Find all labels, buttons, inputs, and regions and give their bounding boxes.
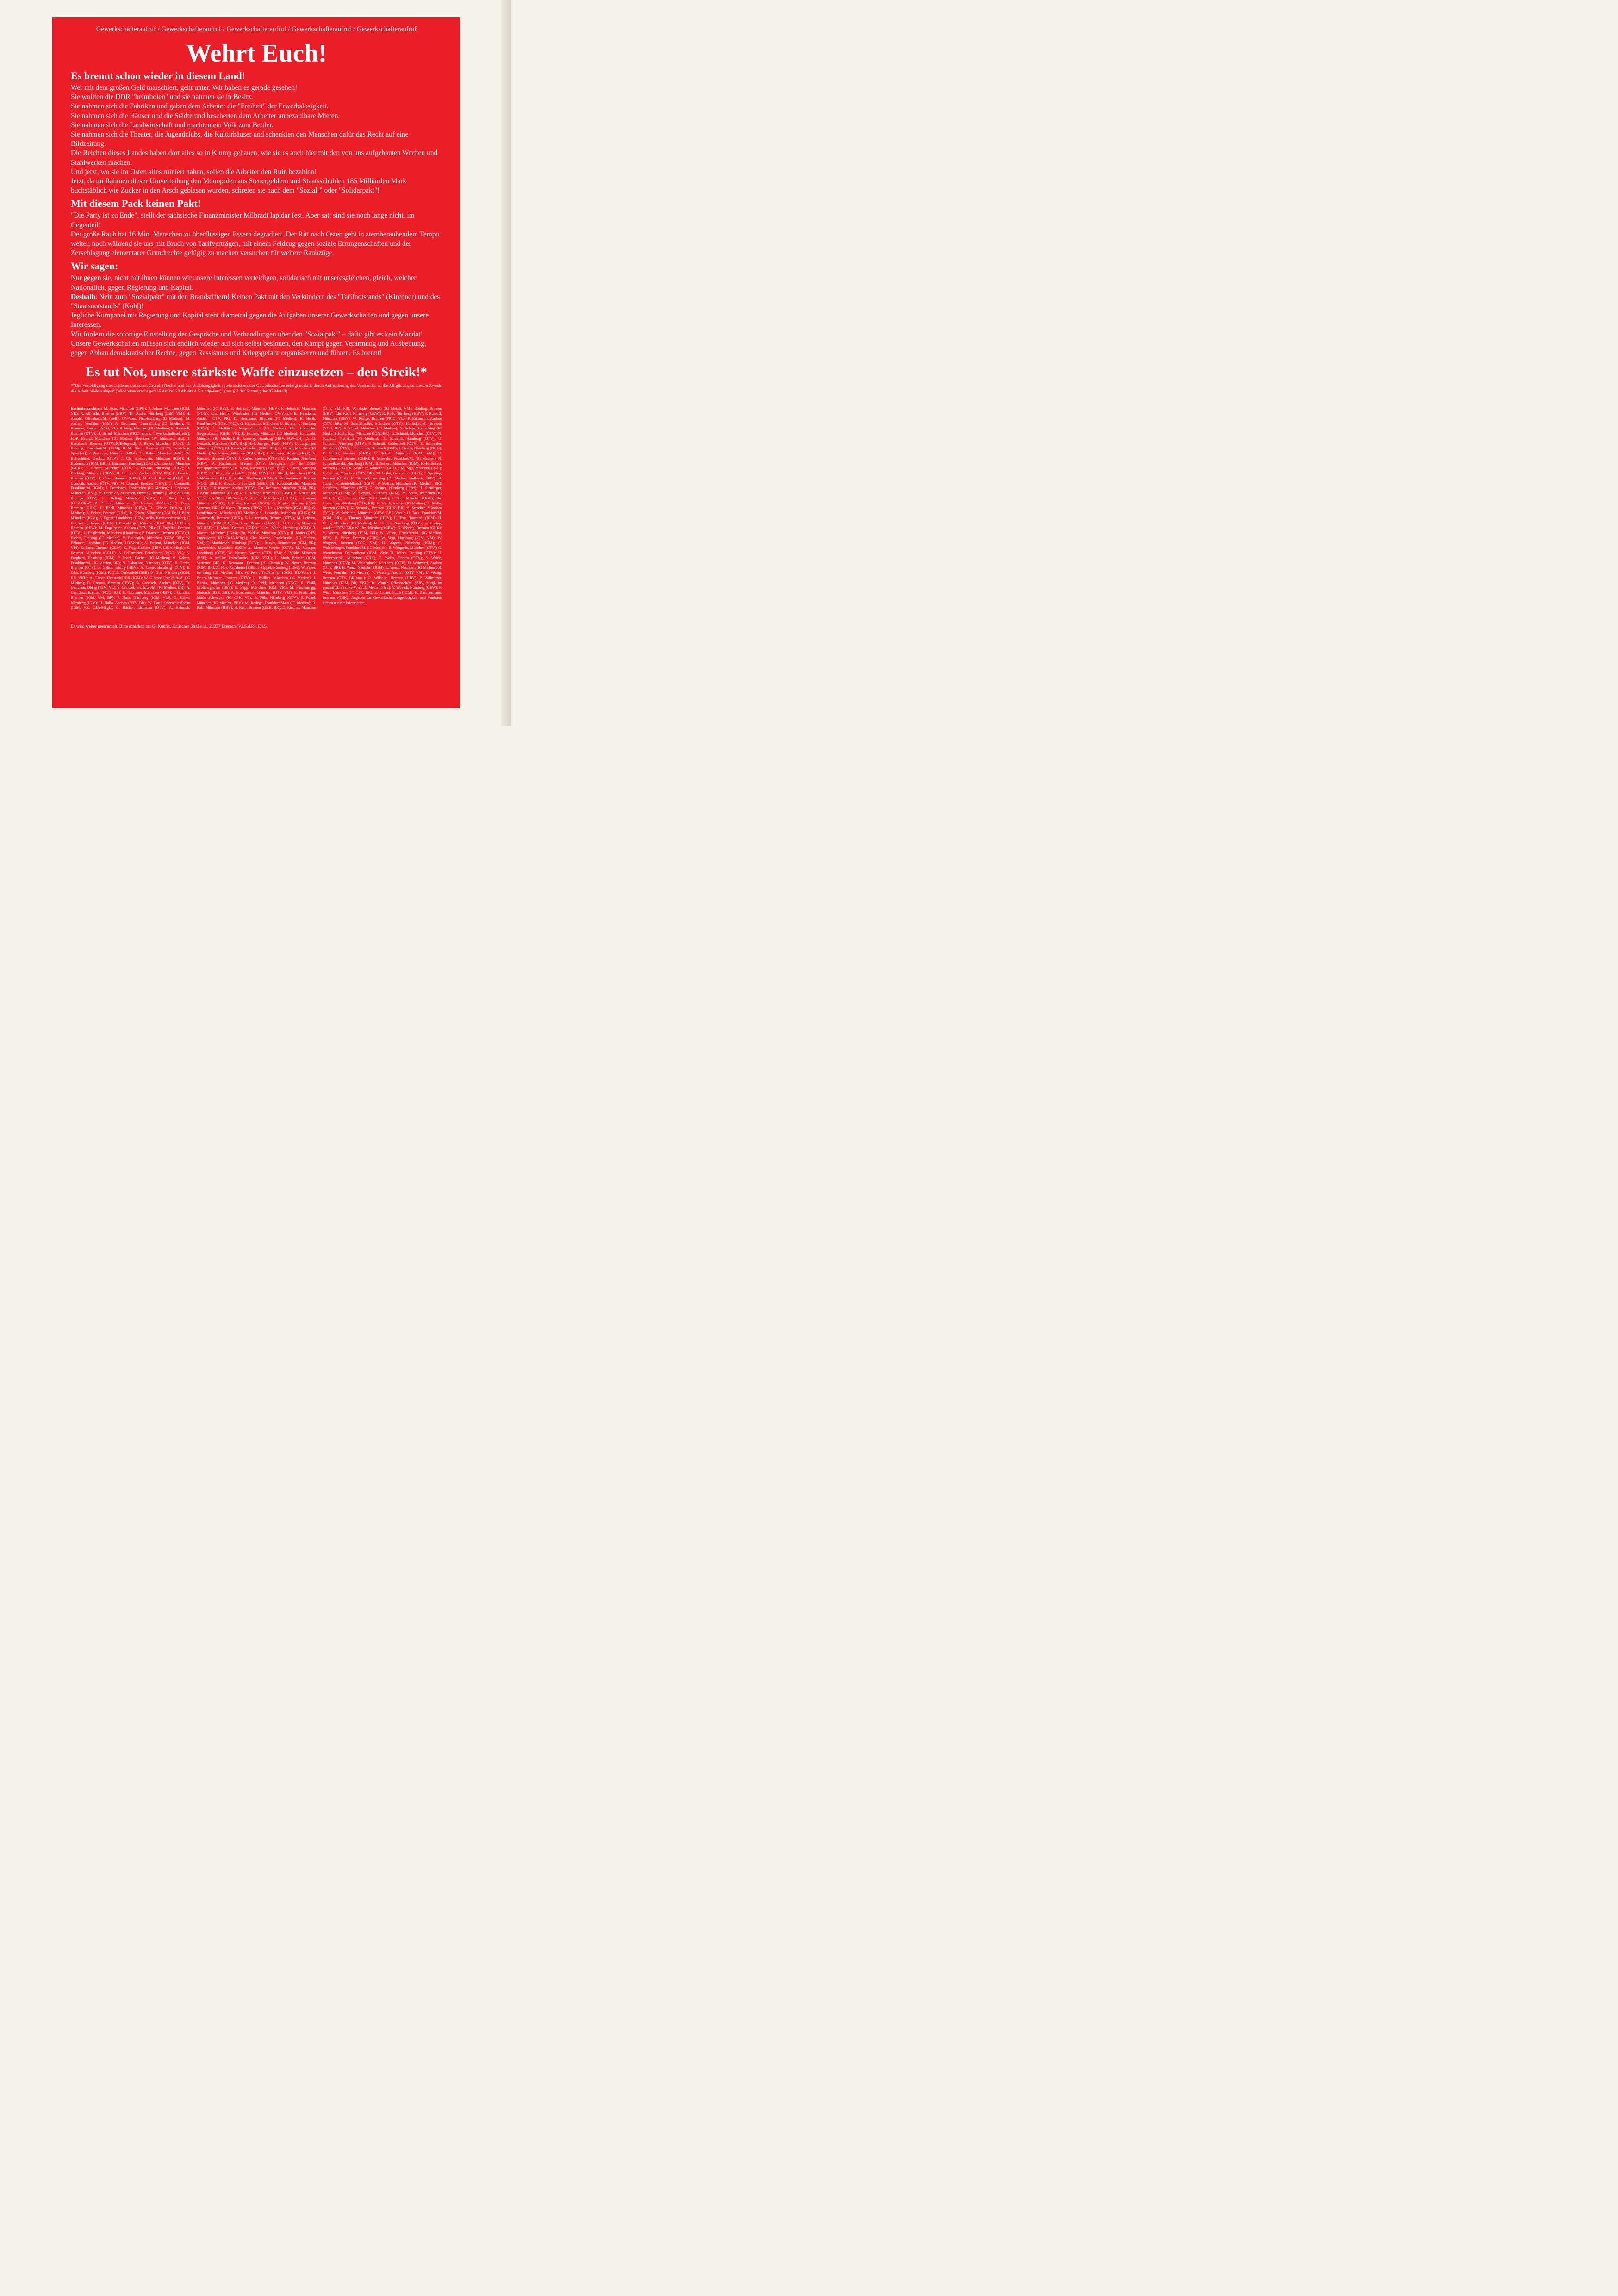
section1-line: Sie nahmen sich die Häuser und die Städte und bescherten dem Arbeiter unbezahlbare Mieten. xyxy=(71,112,340,120)
collect-note: Es wird weiter gesammelt. Bitte schicken an: G. Kupfer, Kalischer Straße 11, 28237 Bremen (V.i.S.d.P.), E.i.S. xyxy=(71,624,268,629)
signers-list xyxy=(71,406,442,621)
p2-text: : Nein zum "Sozialpakt" mit den Brandstiftern! Keinen Pakt mit den Verkündern des "Tarifnotstands" (Kirchner) und des "Staatsnotstands" (Kohl)! xyxy=(71,292,440,311)
scan-page-edge xyxy=(501,0,511,726)
section1-line: Und jetzt, wo sie im Osten alles ruiniert haben, sollen die Arbeiter den Ruin bezahlen! xyxy=(71,168,317,176)
section3-line xyxy=(71,274,442,292)
p1-text-a: Nur xyxy=(71,274,84,282)
section3-line xyxy=(71,292,442,311)
section1-line: Jetzt, da im Rahmen dieser Umverteilung den Monopolen aus Steuergeldern und Staatsschulden 185 Milliarden Mark buchstäblich wie Zucker in den Arsch geblasen wurden, schreien sie nach dem "Sozial-" oder "Solidarpakt"! xyxy=(71,177,407,195)
footnote: *"Die Verteidigung dieser (demokratischen Grund-) Rechte und der Unabhängigkeit sowie Existenz der Gewerkschaften erfolgt notfalls durch Aufforderung des Vorstandes an die Mitglieder, zu diesem Zweck die Arbeit niederzulegen (Widerstandsrecht gemäß Artikel 20 Absatz 4 Grundgesetz)" (aus § 2 der Satzung der IG Metall). xyxy=(71,383,442,394)
section3-body xyxy=(71,274,442,358)
section2-line: "Die Party ist zu Ende", stellt der sächsische Finanzminister Milbradt lapidar fest. Aber satt sind sie noch lange nicht, im Gegenteil! xyxy=(71,212,415,229)
section1-line: Sie nahmen sich die Theater, die Jugendclubs, die Kulturhäuser und schenkten den Menschen dafür das Recht auf eine Bildzeitung. xyxy=(71,131,409,148)
section1-body xyxy=(71,83,442,195)
section2-heading: Mit diesem Pack keinen Pakt! xyxy=(71,198,201,210)
section2-line: Der große Raub hat 16 Mio. Menschen zu überflüssigen Essern degradiert. Der Ritt nach Osten geht in atemberaubendem Tempo weiter, noch während sie uns mit Bruch von Tarifverträgen, mit einem Feldzug gegen soziale Errungenschaften und der Zerschlagung elementarer Grundrechte gefügig zu machen versuchen für weitere Raubzüge. xyxy=(71,230,440,257)
section1-line: Sie nahmen sich die Fabriken und gaben dem Arbeiter die "Freiheit" der Erwerbslosigkeit. xyxy=(71,102,329,111)
flyer xyxy=(52,17,460,708)
section3-line: Wir fordern die sofortige Einstellung der Gespräche und Verhandlungen über den "Sozialpakt" – dafür gibt es kein Mandat! xyxy=(71,330,423,338)
p1-bold: gegen xyxy=(83,274,101,282)
section1-line: Sie wollten die DDR "heimholen" und sie nahmen sie in Besitz. xyxy=(71,93,253,101)
signers-label: Erstunterzeichner: xyxy=(71,406,102,411)
section2-body xyxy=(71,211,442,258)
section1-line: Sie nahmen sich die Landwirtschaft und machten ein Volk zum Bettler. xyxy=(71,121,274,129)
p2-bold: Deshalb xyxy=(71,292,96,301)
header-line: Gewerkschafteraufruf / Gewerkschafteraufruf / Gewerkschafteraufruf / Gewerkschafteraufruf / Gewerkschafteraufruf xyxy=(96,25,417,33)
section1-heading: Es brennt schon wieder in diesem Land! xyxy=(71,70,245,81)
section3-line: Unsere Gewerkschaften müssen sich endlich wieder auf sich selbst besinnen, den Kampf gegen Verarmung und Ausbeutung, gegen Abbau demokratischer Rechte, gegen Rassismus und Kriegsgefahr organisieren und führen. Es brennt! xyxy=(71,339,426,357)
section3-heading: Wir sagen: xyxy=(71,260,118,272)
section1-line: Die Reichen dieses Landes haben dort alles so in Klump gehauen, wie sie es auch hier mit den von uns aufgebauten Werften und Stahlwerken machen. xyxy=(71,149,438,167)
section1-line: Wer mit dem großen Geld marschiert, geht unter. Wir haben es gerade gesehen! xyxy=(71,84,298,92)
signers-text: M. Acar, München (DPG); J. Adam, München (IGM, VK); R. Albrecht, Bremen (HBV); Th. Andre, Nürnberg (IGM, VM); H. Arnold, Offenbach/M. (stellv. OV-Vors. Neu-Isenburg IG Medien); M. Arslan, Neufahrn (IGM); A. Baumann, Unterföhring (IG Medien); G. Benecke, Bremen (NGG, VL); B. Berg, Hamburg (IG Medien); R. Bernardi, Bremen (ÖTV); H. Bernd, München (NGG, ehem. Gewerkschaftssekretär); H.-P. Berndl, München (IG Medien, Beisitzer OV München, dju); J. Bertzbach, Bremen (ÖTV/DGB-Jugend); J. Beyer, München (ÖTV); D. Binding, Frankfurt/M. (IGM); H.-M. Birth, Bremen (GEW, Betriebsgr. Sprecher); F. Bissinger, München (HBV); Th. Böhm, München (BSE); W. Bollenhöfer, Dachau (ÖTV); J. Chr. Boissevain, München (IGM); H. Bodensohn (IGM, BR); J. Brammer, Hamburg (DPG); A. Brucker, München (GHK); B. Brown, München (ÖTV); J. Brzank, Nürnberg (HBV); B. Bücking, München (HBV); H. Buntrock, Aachen (ÖTV, PR); E. Busche, Bremen (ÖTV); F. Cakir, Bremen (GEW); M. Carl, Bremen (ÖTV); H. Conouth, Aachen (ÖTV, PR); M. Conrad, Bremen (GEW); G. Costarelli, Frankfurt/M. (IGM); J. Crombach, Lohkirchen (IG Medien); I. Crukovic, München (BSE); M. Curkovic, München, Dehmel, Bremen (IGM); A. Dick, Bremen (ÖTV); E. Dieling, München (NGG); C. Diney, Poing (ÖTV/GEW); R. Dittmar, München (IG Medien, BR-Vors.); G. Duda, Bremen (GHK); U. Ebell, München (GEW); R. Echner, Freising (IG Medien); B. Eckert, Bremen (GHK); R. Eckert, München (GGLF); H. Eder, München (IGM); F. Egeter, Landsberg (GEW, stellv. Kreisvorsitzender); F. Eisermann, Bremen (HBV); I. Eixenberger, München (IGM, BR); U. Elfers, Bremen (GEW); M. Engelhardt, Aachen (ÖTV, PR); H. Engelke, Bremen (ÖTV); L. Englbrecht, München (Hausfrau); P. Erlanson, Bremen (ÖTV); J. Escher, Freising (IG Medien); V. Eschenich, München (GEW, BR); W. Eßbauer, Landshut (IG Medien, LB-Vorst.); A. Eugeni, München (IGM, VM); S. Faust, Bremen (GEW); S. Feig, Koßlam (HBV, LBJA-Mitgl.); S. Feistner, München (GGLF); A. Fellermeier, Baierbrunn (NGG, VL); A. Forghani, Hamburg (IGM); P. Friedl, Dachau (IG Medien); M. Gahrtz, Frankfurt/M. (IG Medien, BR); N. Galambos, Nürnberg (ÖTV); B. Garbe, Bremen (ÖTV); F. Gelius, Icking (HBV); A. Giese, Hamburg (ÖTV); E. Glas, Nürnberg (IGM); F. Glas, Türkenfeld (BSE); N. Glas, Nürnberg (IGM, BR, VKL); A. Glaser, Hettstedt/DDR (IGM); W. Glötzer, Frankfurt/M. (IG Medien); B. Gronau, Bremen (HBV); B. Greatsch, Aachen (ÖTV); R. Graichen, Obing (IGM, VL); S. Grandel, Frankfurt/M. (IG Medien, BR); A. Grendysz, Bremen (NGG, BR); R. Grünauer, München (HBV); I. Gündüz, Bremen (IGM, VM, BR); P. Haas, Nürnberg (IGM, VM); G. Hable, Nürnberg (IGM); H. Hallo, Aachen (ÖTV, BR); W. Hartl, Oberschleißheim (IGM, VK, OJA-Mitgl.); G. Häcker, Eichenau (ÖTV); A. Heinrich, München (IG BSE); E. Heinrich, München (HBV); F. Heinrich, München (NGG); Chr. Heinz, Wiesbaden (IG Medien, OV-Vors.); B. Henckens, Aachen (ÖTV, PR); D. Herrmann, Bremen (IG Medien); R. Herth, Frankfurt/M. (IGM, VKL); G. Himonidis, München; U. Hörmann, Nürnberg (GEW); A. Holländer, Siegertsbrunn (IG Medien); Chr. Hollander, Siegertsbrunn (GHK, VK); E. Homey, München (IG Medien); H. Jacobi, München (IG Medien); R. Jarowoy, Hamburg (HBV, FGV-GH); Dr. D. Jentzsch, München (HBV, BR); H.-J. Joergen, Fürth (HBV); G. Junginger, München (ÖTV); Kl. Kaiser, München (IGM, BR); G. Kaiser, München (IG Medien); Kr. Kaiser, München (HBV, BR); E. Kameter, Holding (BSE); A. Kanuric, Bremen (ÖTV); J. Karbe, Bremen (ÖTV); M. Kastner, Nürnberg (HBV); A. Kaufmann, Bremen (ÖTV, Delegierter für die DGB-Kreisjugendkonferenz); H. Kaya, Nürnberg (IGM, BR); G. Killer, Nürnberg (HBV); H. Klee, Frankfurt/M. (IGM, BRV); Th. Klingl, München (IGM, VM/Vertreter, BR); K. Kollet, Nürnberg (IGM); S. Korzeniowski, Bremen (NGG, BR); F. Kotink, Gröbenzell (BSE); Th. Kotsabuikidis, München (GHK); I. Kottsieper, Aachen (ÖTV); Chr. Krähmer, München (IGM, BR); I. Kraft, München (ÖTV); K.-H. Kröger, Bremen (GDBSE); E. Kruisinger, Schöllnach (BSE, BR-Vors.); A. Krumm, München (IG CPK); L. Krumm, München (NGG); J. Kunte, Bremen (NGG); G. Kupfer, Bremen (IGM-Vertreter, BR); D. Kyora, Bremen (DPG); C. Lais, München (IGM, BR); G. Lambrinakos, München (IG Medien); S. Lasandis, München (GHK); M. Lauterbach, Bremen (GHK); S. Lauterbach, Bremen (ÖTV); M. Lehsten, München (IGM, BR); Chr. Loos, Bremen (GEW); K. H. Lorenz, München (IG BSE); H. Maas, Bremen (GHK); H.-M. Mach, Hamburg (IGM); B. Macura, München (IGM); Chr. Markus, München (ÖTV); H. Maier (ÖTV, Jugendvertr. KJA-BeJA-Mitgl.); Chr. Marme, Frankfurt/M. (IG Medien, VM); O. Matthießen, Hamburg (ÖTV); L. Mayer, Heimstetten (IGM, BR); Mayerhofer, München (BSE); A. Memeo, Weyhe (ÖTV); M. Metzger, Landsberg (ÖTV); W. Meurer, Aachen (ÖTV, VM); S. Milde, München (BSE); A. Müller, Frankfurt/M. (IGM, VKL); U. Muth, Bremen (IGM, Vertreter, BR); K. Neumann, Bremen (IG Chemie); W. Neyer, Bremen (IGM, BR); A. Noe, Aschheim (BSE); J. Oppel, Nürnberg (IGM); W. Payer, Ismaning (IG Medien, BR); W. Peter, Taufkirchen (NGG, BR-Vors.); J. Peters-Meissner, Forstern (ÖTV); B. Phillies, München (IG Medien); J. Pianka, München (IG Medien); R. Pirkl, München (NGG); R. Plößl, Großberghofen (BSE); E. Popp, München (IGM, VM); M. Poschamigg, Maisach (BSE, BR); A. Poschmann, München (ÖTV, VM); E. Prielmeier, Markt Schwaben (IG CPK, VL); B. Pülz, Nürnberg (ÖTV); S. Puttel, München (IG Medien, BRV); M. Radegh, Frankfurt/Main (IG Medien); R. Raff, München (HBV); H. Rath, Bremen (GHK, BR); D. Riedner, München (ÖTV, VM, PR); W. Rode, Bremen (IG Metall, VM); Röhling, Bremen (HBV); Chr. Roth, Nürnberg (GEW); R. Roth, Nürnberg (HBV); P. Ruhloff, München (HBV); W. Runge, Bremen (NGG, VL); P. Ruttmann, Aachen (ÖTV, BR); M. Schalkhaußer, München (ÖTV); H. Scheurell, Bremen (NGG, BR); S. Schiel, München (IG Medien); N. Schips, Herrsching (IG Medien); H. Schlögl, München (IGM, BR); G. Schmid, München (ÖTV); N. Schmidt, Frankfurt (IG Medien); Th. Schmidt, Hamburg (ÖTV); U. Schmidt, Nürnberg (ÖTV); P. Schmitt, Gröbenzell (ÖTV); E. Schneider, Nürnberg (ÖTV); J. Schreiner, Straßlach (BSE); I. Straub, Nürnberg (NGG); F. Schütz, Bremen (GHK); G. Schulz, München (IGM, VM); U. Schwagereit, Bremen (GHK); B. Schwahn, Frankfurt/M. (IG Medien); N. Schweikowski, Nürnberg (IGM); B. Seifert, München (IGM); K.-H. Seifert, Bremen (DPG); R. Selmeier, München (GGLF); M. Sigl, München (BSE); E. Smuda, München (ÖTV, BR); M. Sojka, Geretsried (GHK); J. Sperling, Bremen (ÖTV); H. Stampfl, Freising (IG Medien, stellvertr. BRV); B. Stangl, Fürstenfeldbruck (HBV); P. Steffan, München (IG Medien, BR); Steinberg, München (BSE); P. Steiner, Nürnberg (IGM); H. Steininger, Nürnberg (IGM); W. Stengel, Nürnberg (IGM); M. Stenz, München (IG CPK, VL); C. Steuer, Fürth (IG Chemie); S. Stier, München (HBV); Chr. Stockinger, Nürnberg (ÖTV, BR); H. Stoldt, Aachen (IG Medien); A. Stolle, Bremen (GEW); K. Stransky, Bremen (GHK, BR); S. Strecker, München (ÖTV); W. Ströhlein, München (GEW, GBR-Vors.); H. Tack, Frankfurt/M. (IGM, BR); L. Thurner, München (HBV); H. Treu, Tarnstedt (IGM); H. Ullah, München (IG Medien); M. Ullrich, Nürnberg (ÖTV); L. Upsing, Aachen (ÖTV, BR); W. Utz, Nürnberg (GEW); G. Vehring, Bremen (GHK); V. Veeser, Nürnberg (IGM, BR); W. Velten, Frankfurt/M. (IG Medien, BRV); B. Vendt, Bremen (GHK); W. Vogt, Hamburg (IGM, VM); W. Wagener, Bremen (DPG, VM); H. Wagner, Nürnberg (IGM); C. Waldenberger, Frankfurt/M. (IG Medien); B. Wangerin, München (ÖTV); G. Warrelmann, Delmenhorst (IGM, VM); H. Warm, Freising (ÖTV); U. Weberbartold, München (GHK); E. Wefer, Dorum (ÖTV); S. Weide, München (ÖTV); M. Weidenbach, Nürnberg (ÖTV); U. Weinzierl, Aachen (ÖTV, BR); H. Wenz, Neufahrn (IGM); L. Wenz, Neufahrn (IG Medien); R. Wenz, Neufahrn (IG Medien); V. Wessing, Aachen (ÖTV, VM); U. Wettig, Bremen (ÖTV, BR-Vors.); R. Wilhelm, Bremen (HBV); P. Willmitzer, München (IGM, BR, VKL); R. Winter, Offenbach/M. (BRV, Mitgl. im geschäftsf. Bezirks-Vorst. IG Medien Ffm.); V. Woelck, Nürnberg (GEW); F. Würl, München (IG CPK, BR); E. Zauner, Fürth (IGM); H. Zimmermann, Bremen (GHK). Angaben zu Gewerkschaftszugehörigkeit und Funktion dienen nur zur Information. xyxy=(71,406,442,610)
strike-heading: Es tut Not, unsere stärkste Waffe einzusetzen – den Streik!* xyxy=(86,365,427,380)
p1-text-b: sie, nicht mit ihnen können wir unsere Interessen verteidigen, solidarisch mit unseresgleichen, gleich, welcher Nationalität, gegen Regierung und Kapital. xyxy=(71,274,417,292)
section3-line: Jegliche Kumpanei mit Regierung und Kapital steht diametral gegen die Aufgaben unserer Gewerkschaften und gegen unsere Interessen. xyxy=(71,311,429,329)
headline: Wehrt Euch! xyxy=(186,39,327,67)
